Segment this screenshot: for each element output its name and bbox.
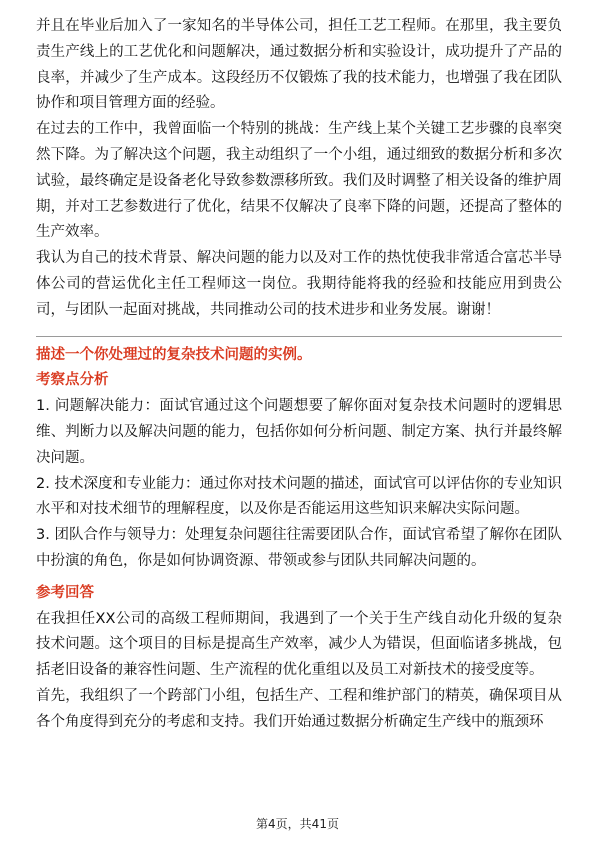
analysis-heading: 考察点分析 — [36, 372, 109, 389]
document-page — [36, 14, 562, 736]
page-number: 第4页，共41页 — [256, 817, 339, 831]
answer-paragraph: 首先，我组织了一个跨部门小组，包括生产、工程和维护部门的精英，确保项目从各个角度得到充分的考虑和支持。我们开始通过数据分析确定生产线中的瓶颈环 — [36, 687, 562, 730]
analysis-point: 2. 技术深度和专业能力：通过你对技术问题的描述，面试官可以评估你的专业知识水平和对技术细节的理解程度，以及你是否能运用这些知识来解决实际问题。 — [36, 475, 562, 518]
analysis-point: 1. 问题解决能力：面试官通过这个问题想要了解你面对复杂技术问题时的逻辑思维、判断力以及解决问题的能力，包括你如何分析问题、制定方案、执行并最终解决问题。 — [36, 398, 562, 466]
intro-paragraph: 在过去的工作中，我曾面临一个特别的挑战：生产线上某个关键工艺步骤的良率突然下降。为了解决这个问题，我主动组织了一个小组，通过细致的数据分析和多次试验，最终确定是设备老化导致参数漂移所致。我们及时调整了相关设备的维护周期，并对工艺参数进行了优化，结果不仅解决了良率下降的问题，还提高了整体的生产效率。 — [36, 121, 562, 241]
question-title: 描述一个你处理过的复杂技术问题的实例。 — [36, 346, 312, 363]
answer-heading: 参考回答 — [36, 584, 94, 601]
answer-paragraph: 在我担任XX公司的高级工程师期间，我遇到了一个关于生产线自动化升级的复杂技术问题。这个项目的目标是提高生产效率，减少人为错误，但面临诸多挑战，包括老旧设备的兼容性问题、生产流程的优化重组以及员工对新技术的接受度等。 — [36, 610, 562, 679]
section-divider — [36, 336, 562, 337]
analysis-point: 3. 团队合作与领导力：处理复杂问题往往需要团队合作，面试官希望了解你在团队中扮演的角色，你是如何协调资源、带领或参与团队共同解决问题的。 — [36, 527, 562, 569]
intro-paragraph: 我认为自己的技术背景、解决问题的能力以及对工作的热忱使我非常适合富芯半导体公司的营运优化主任工程师这一岗位。我期待能将我的经验和技能应用到贵公司，与团队一起面对挑战，共同推动公司的技术进步和业务发展。谢谢！ — [36, 250, 562, 318]
intro-paragraph: 并且在毕业后加入了一家知名的半导体公司，担任工艺工程师。在那里，我主要负责生产线上的工艺优化和问题解决，通过数据分析和实验设计，成功提升了产品的良率，并减少了生产成本。这段经历不仅锻炼了我的技术能力，也增强了我在团队协作和项目管理方面的经验。 — [36, 18, 562, 112]
